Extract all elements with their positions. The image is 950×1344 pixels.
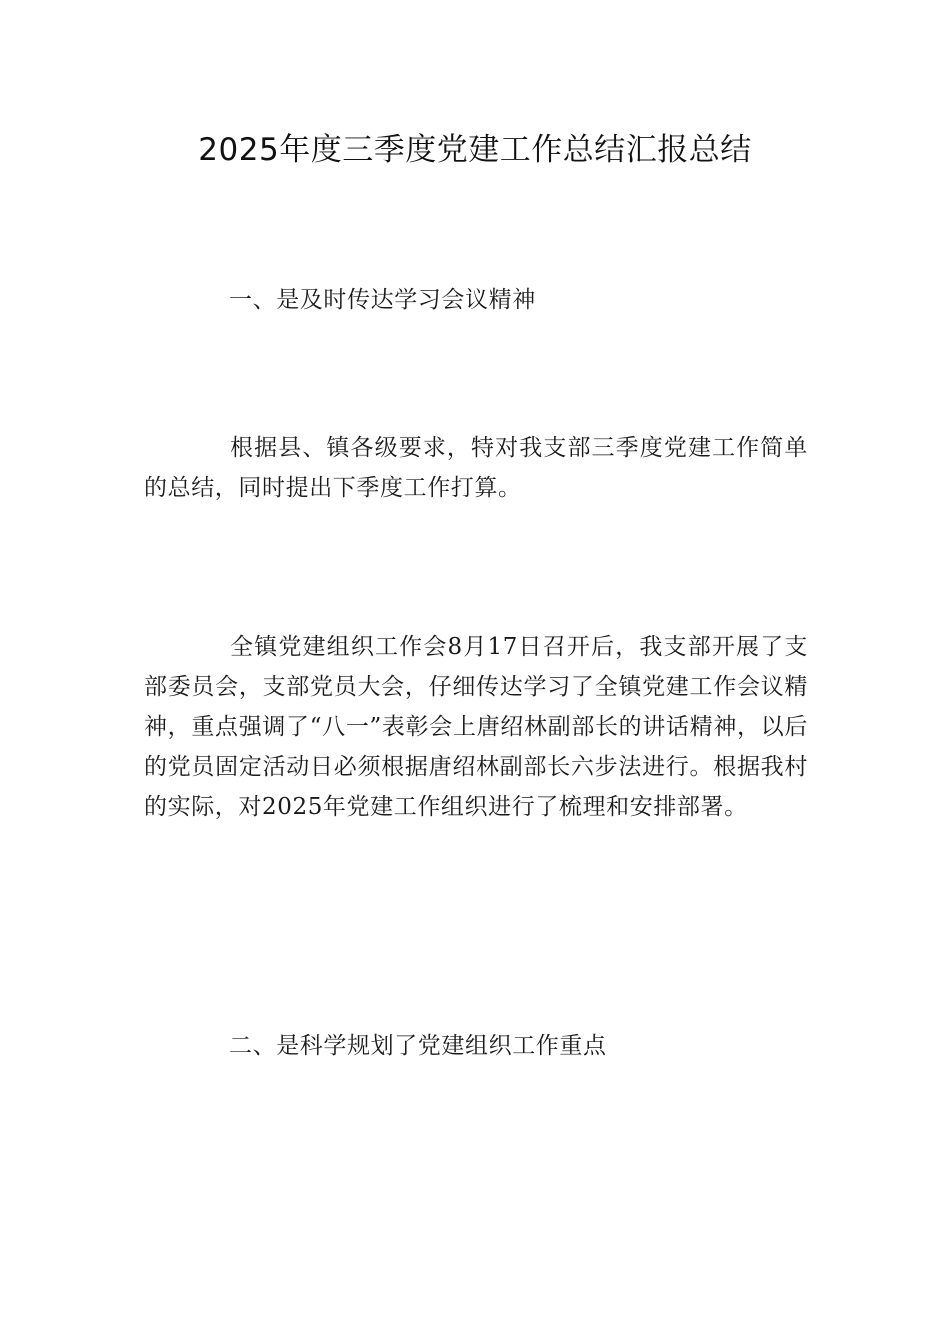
paragraph-2: 全镇党建组织工作会8月17日召开后，我支部开展了支部委员会，支部党员大会，仔细传达学习了全镇党建工作会议精神，重点强调了“八一”表彰会上唐绍林副部长的讲话精神，以后的党员固定活动日必须根据唐绍林副部长六步法进行。根据我村的实际，对2025年党建工作组织进行了梳理和安排部署。: [144, 634, 808, 820]
document-title: 2025年度三季度党建工作总结汇报总结: [198, 132, 752, 168]
paragraph-1: 根据县、镇各级要求，特对我支部三季度党建工作简单的总结，同时提出下季度工作打算。: [144, 435, 808, 501]
section-heading-1: 一、是及时传达学习会议精神: [229, 287, 536, 313]
section-heading-2: 二、是科学规划了党建组织工作重点: [229, 1033, 607, 1059]
